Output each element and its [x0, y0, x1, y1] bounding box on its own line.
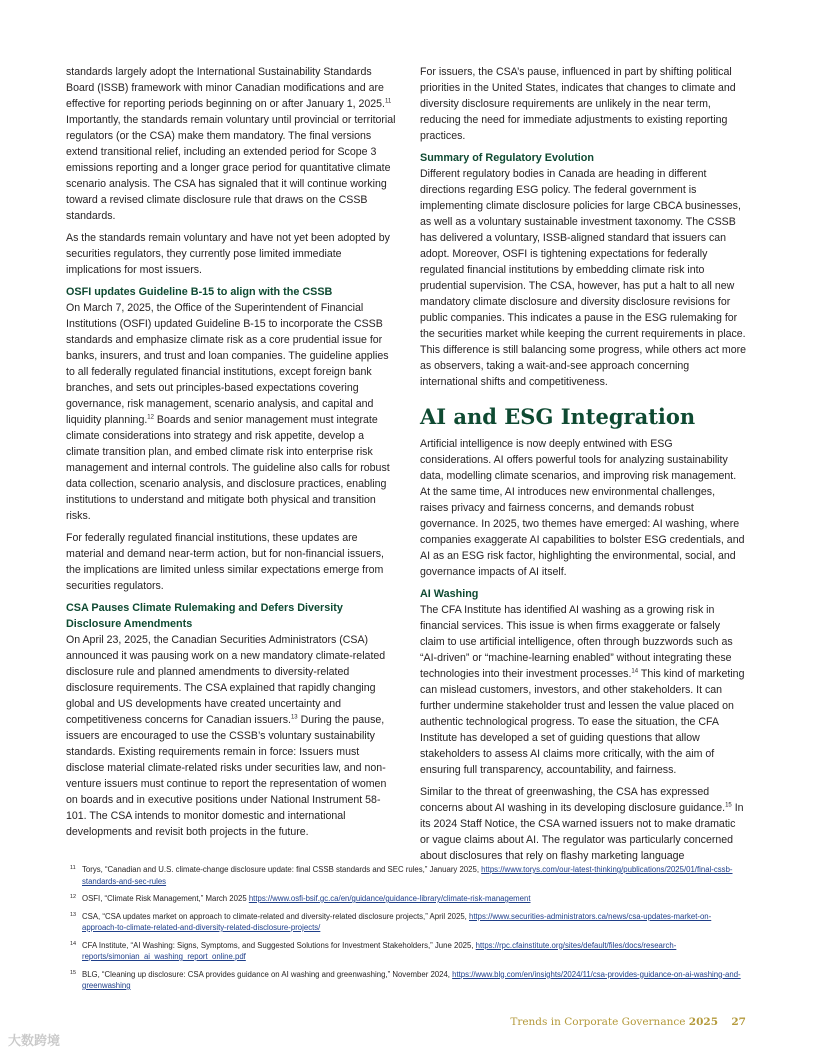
footnote-text: OSFI, “Climate Risk Management,” March 2025 [82, 894, 249, 903]
publication-title: Trends in Corporate Governance [510, 1016, 686, 1028]
paragraph-csa-pause [66, 632, 396, 840]
text: During the pause, issuers are encouraged to use the CSSB’s voluntary sustainability standards. Existing requirements remain in force: Issuers must disclose material climate-related risks under securities law, and non-venture issuers must continue to report the representation of women on boards and in executive positions under National Instrument 58-101. The CSA intends to monitor domestic and international developments and revisit both projects in the future. [66, 714, 387, 838]
paragraph-csa-impact: For issuers, the CSA’s pause, influenced in part by shifting political priorities in the United States, indicates that changes to climate and diversity disclosure requirements are unlikely in the near term, reducing the need for immediate adjustments to existing reporting practices. [420, 66, 736, 142]
text: This kind of marketing can mislead customers, investors, and other stakeholders. It can further undermine stakeholder trust and lessen the value placed on authentic technological progress. To ease the situation, the CFA Institute has developed a set of guiding questions that allow stakeholders to assess AI claims more critically, with the aim of ensuring full transparency, accountability, and fairness. [420, 668, 745, 776]
paragraph-summary: Different regulatory bodies in Canada are heading in different directions regarding ESG policy. The federal government is implementing climate disclosure policies for large CBCA businesses, as well as a voluntary sustainable investment taxonomy. The CSSB has delivered a voluntary, ISSB-aligned standard that issuers can adopt. Moreover, OSFI is tightening expectations for federally regulated financial institutions by embedding climate risk into prudential supervision. The CSA, however, has put a halt to all new mandatory climate disclosure and diversity disclosure revisions for public companies. This indicates a pause in the ESG rulemaking for the securities market while keeping the current requirements in place. This difference is still balancing some progress, while others act more as observers, taking a wait-and-see approach concerning international shifts and competitiveness. [420, 168, 747, 388]
paragraph-fri-updates: For federally regulated financial institutions, these updates are material and demand near-term action, but for non-financial issuers, the implications are limited unless similar expectations emerge from securities regulators. [66, 532, 384, 592]
text: Importantly, the standards remain voluntary until provincial or territorial regulators (or the CSA) make them mandatory. The final versions extend transitional relief, including an extended period for Scope 3 emissions reporting and a longer grace period for quantitative climate scenario analysis. The CSA has signaled that it will continue working toward a revised climate disclosure rule that draws on the CSSB standards. [66, 114, 396, 222]
text: Boards and senior management must integrate climate considerations into strategy and risk appetite, develop a climate transition plan, and embed climate risk into enterprise risk management and internal controls. The guideline also calls for robust data collection, scenario analysis, and disclosure practices, enabling institutions to understand and mitigate both physical and transition risks. [66, 414, 390, 522]
footnote-ref[interactable]: 13 [290, 714, 298, 721]
paragraph-greenwashing [420, 784, 746, 864]
footnote [70, 911, 746, 934]
footnote-number: 11 [70, 865, 76, 871]
footnote-link[interactable]: https://www.securities-administrators.ca/news/csa-updates-market-on-approach-to-climate-related-and-diversity-related-disclosure-projects/ [82, 911, 712, 932]
footnotes [70, 864, 746, 998]
footnote-number: 14 [70, 940, 77, 947]
footnote-text: CFA Institute, “AI Washing: Signs, Symptoms, and Suggested Solutions for Investment Stakeholders,” June 2025, [82, 940, 476, 950]
watermark: 大数跨境 [8, 1033, 61, 1048]
left-column [66, 64, 396, 846]
footnote-link[interactable]: https://www.torys.com/our-latest-thinking/publications/2025/01/final-cssb-standards-and-sec-rules [82, 865, 733, 886]
page-number: 27 [731, 1016, 746, 1028]
main-heading-ai-esg: AI and ESG Integration [420, 404, 696, 429]
footnote-number: 13 [70, 911, 77, 918]
paragraph-voluntary: As the standards remain voluntary and have not yet been adopted by securities regulators, they currently pose limited immediate implications for most issuers. [66, 232, 390, 276]
footnote [70, 940, 746, 963]
section-heading-ai-washing: AI Washing [420, 588, 479, 600]
section-heading-osfi: OSFI updates Guideline B-15 to align with the CSSB [66, 286, 333, 298]
text: The CFA Institute has identified AI washing as a growing risk in financial services. This issue is when firms exaggerate or falsely claim to use artificial intelligence, often through buzzwords such as “AI-driven” or “machine-learning enabled” without integrating these technologies into their investment processes. [420, 604, 733, 680]
footnote-ref[interactable]: 14 [631, 668, 639, 675]
footnote-text: BLG, “Cleaning up disclosure: CSA provides guidance on AI washing and greenwashing,” November 2024, [82, 969, 453, 979]
footnote-text: Torys, “Canadian and U.S. climate-change disclosure update: final CSSB standards and SEC rules,” January 2025, [82, 865, 482, 874]
footnote-number: 15 [70, 969, 77, 976]
section-heading-summary: Summary of Regulatory Evolution [420, 152, 594, 164]
footnote-link[interactable]: https://rpc.cfainstitute.org/sites/default/files/docs/research-reports/simonian_ai_washing_report_online.pdf [82, 940, 677, 961]
footnote-text: CSA, “CSA updates market on approach to climate-related and diversity-related disclosure projects,” April 2025, [82, 911, 470, 921]
text: On April 23, 2025, the Canadian Securities Administrators (CSA) announced it was pausing work on a new mandatory climate-related disclosure rule and planned amendments to diversity-related disclosure requirements. The CSA explained that rapidly changing global and US developments have created uncertainty and competitiveness concerns for Canadian issuers. [66, 634, 386, 726]
text: In its 2024 Staff Notice, the CSA warned issuers not to make dramatic or vague claims about AI. The regulator was particularly concerned about disclosures that rely on flashy marketing language [420, 802, 744, 862]
footnote-number: 12 [70, 894, 77, 900]
text: On March 7, 2025, the Office of the Superintendent of Financial Institutions (OSFI) updated Guideline B-15 to incorporate the CSSB standards and emphasize climate risk as a core prudential issue for banks, insurers, and trust and loan companies. The guideline applies to all federally regulated financial institutions, except foreign bank branches, and sets out principles-based expectations covering governance, risk management, scenario analysis, and capital and liquidity planning. [66, 302, 389, 426]
text: Similar to the threat of greenwashing, the CSA has expressed concerns about AI washing in its developing disclosure guidance. [420, 786, 726, 814]
paragraph-osfi [66, 300, 396, 524]
page-footer [510, 1016, 746, 1028]
publication-year: 2025 [688, 1016, 719, 1028]
paragraph-ai-intro: Artificial intelligence is now deeply entwined with ESG considerations. AI offers powerful tools for analyzing sustainability data, modelling climate scenarios, and improving risk management. At the same time, AI introduces new environmental challenges, raises privacy and fairness concerns, and demands robust governance. In 2025, two themes have emerged: AI washing, where companies exaggerate AI capabilities to bolster ESG credentials, and AI as an ESG risk factor, highlighting the environmental, social, and governance impacts of AI itself. [420, 438, 745, 578]
footnote [70, 893, 746, 905]
footnote-ref[interactable]: 12 [147, 414, 154, 421]
footnote-ref[interactable]: 11 [385, 98, 392, 105]
paragraph-ai-washing [420, 602, 746, 778]
footnote [70, 969, 746, 992]
footnote [70, 864, 746, 887]
footnote-link[interactable]: https://www.osfi-bsif.gc.ca/en/guidance/guidance-library/climate-risk-management [248, 894, 531, 903]
paragraph-cssb-standards [66, 64, 396, 224]
text: standards largely adopt the International Sustainability Standards Board (ISSB) framework with minor Canadian modifications and are effective for reporting periods beginning on or after January 1, 2025. [66, 66, 385, 110]
footnote-link[interactable]: https://www.blg.com/en/insights/2024/11/csa-provides-guidance-on-ai-washing-and-greenwashing [82, 969, 741, 990]
footnote-ref[interactable]: 15 [725, 802, 732, 809]
right-column [420, 64, 746, 870]
section-heading-csa-pause: CSA Pauses Climate Rulemaking and Defers Diversity Disclosure Amendments [66, 602, 343, 630]
